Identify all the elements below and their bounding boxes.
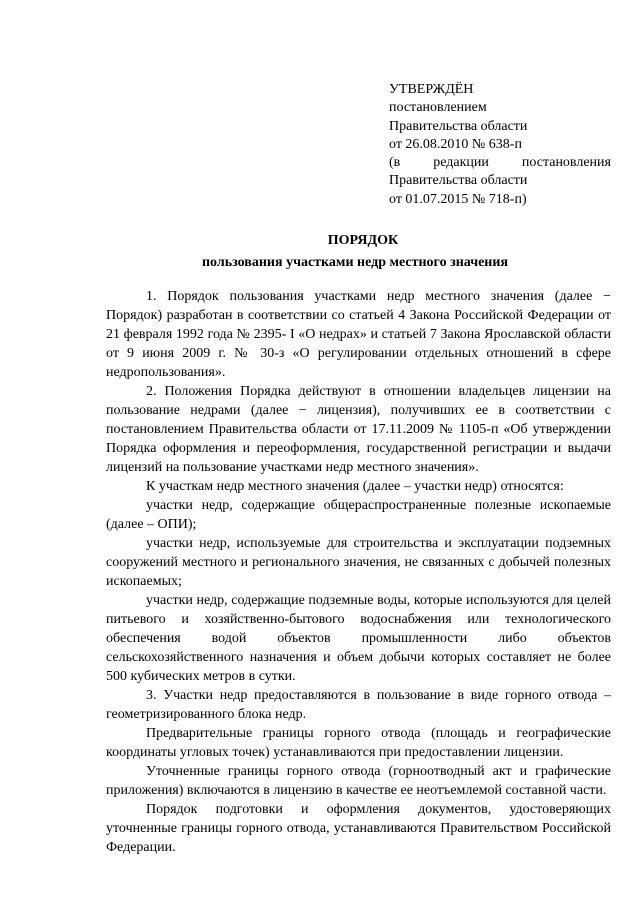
- approval-line: Правительства области: [389, 173, 528, 189]
- paragraph: Уточненные границы горного отвода (горноотводный акт и графические приложения) включаются в лицензию в качестве ее неотъемлемой составной части.: [106, 764, 611, 798]
- approval-line: (в редакции постановления: [389, 155, 611, 171]
- approval-stamp: [389, 81, 611, 209]
- list-item: участки недр, содержащие подземные воды, которые используются для целей питьевого и хозяйственно-бытового водоснабжения или технологического обеспечения водой объектов промышленности либо объектов сельскохозяйственного назначения и объем добычи которых составляет не более 500 кубических метров в сутки.: [106, 593, 611, 684]
- document-title: ПОРЯДОК: [327, 233, 399, 248]
- paragraph: 2. Положения Порядка действуют в отношении владельцев лицензии на пользование недрами (далее − лицензия), получивших ее в соответствии с постановлением Правительства области от 17.11.2009 № 1105-п «Об утверждении Порядка оформления и переоформления, государственной регистрации и выдачи лицензий на пользование участками недр местного значения».: [106, 384, 611, 475]
- paragraph: 3. Участки недр предоставляются в пользование в виде горного отвода – геометризированного блока недр.: [106, 688, 611, 722]
- document-subtitle: пользования участками недр местного значения: [201, 255, 509, 270]
- approval-line: Правительства области: [389, 118, 528, 134]
- approval-line: постановлением: [389, 100, 487, 116]
- list-item: участки недр, содержащие общераспространенные полезные ископаемые (далее – ОПИ);: [106, 498, 611, 532]
- paragraph: Предварительные границы горного отвода (площадь и географические координаты угловых точек) устанавливаются при предоставлении лицензии.: [106, 726, 611, 760]
- list-item: участки недр, используемые для строительства и эксплуатации подземных сооружений местного и регионального значения, не связанных с добычей полезных ископаемых;: [106, 536, 611, 589]
- approval-heading: УТВЕРЖДЁН: [389, 82, 474, 97]
- document-body: [106, 287, 611, 857]
- approval-line: от 26.08.2010 № 638-п: [389, 136, 522, 152]
- paragraph: К участкам недр местного значения (далее – участки недр) относятся:: [146, 479, 564, 494]
- paragraph: 1. Порядок пользования участками недр местного значения (далее − Порядок) разработан в соответствии со статьей 4 Закона Российской Федерации от 21 февраля 1992 года № 2395- I «О недрах» и статьей 7 Закона Ярославской области от 9 июня 2009 г. № 30-з «О регулировании отдельных отношений в сфере недропользования».: [106, 289, 611, 380]
- paragraph: Порядок подготовки и оформления документов, удостоверяющих уточненные границы горного отвода, устанавливаются Правительством Российской Федерации.: [106, 802, 611, 855]
- approval-line: от 01.07.2015 № 718-п): [389, 191, 527, 207]
